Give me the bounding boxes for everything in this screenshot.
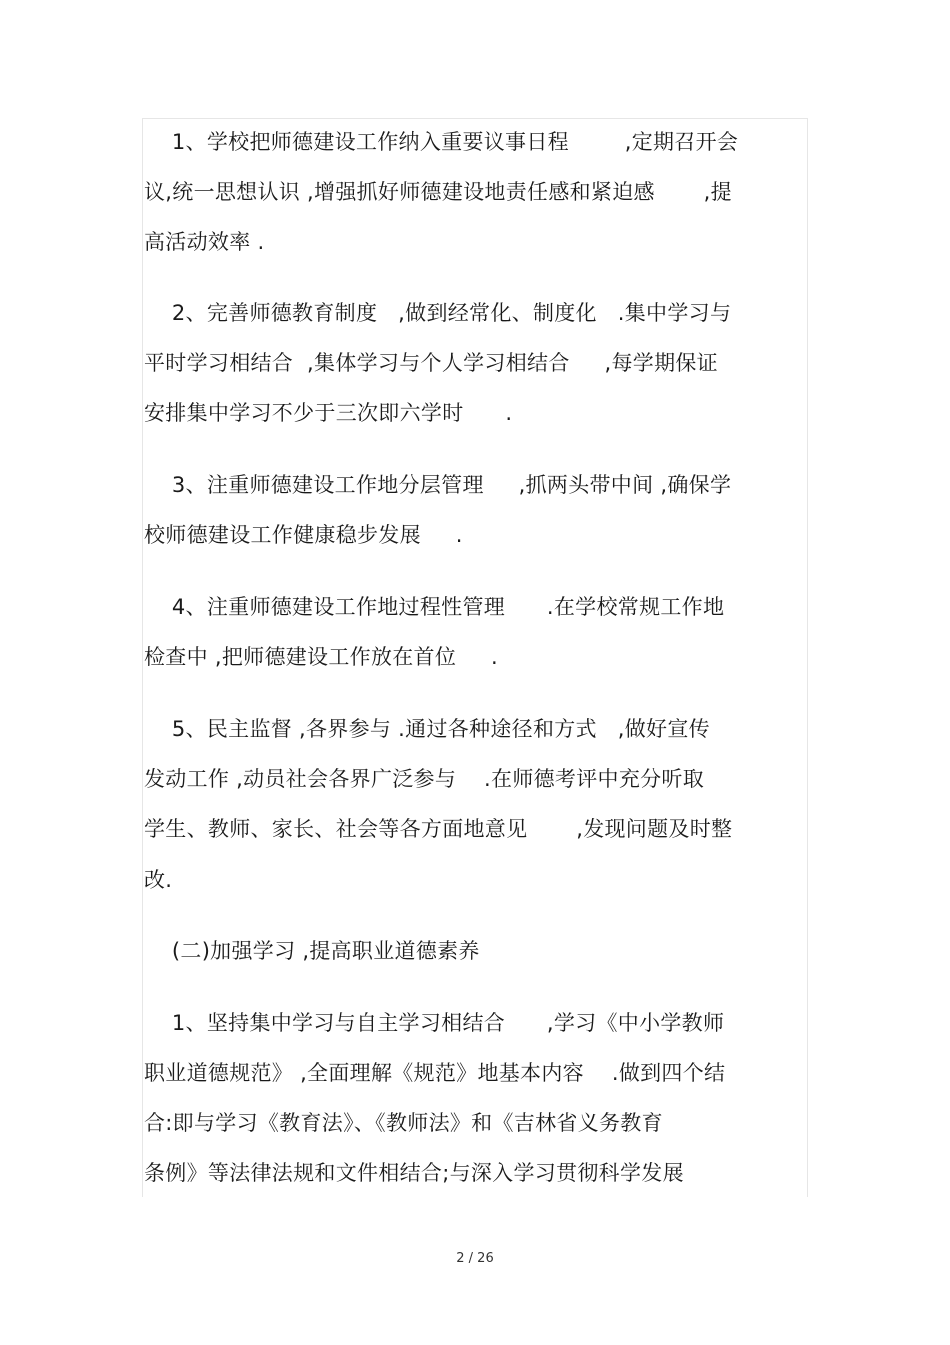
text-line: 平时学习相结合 ,集体学习与个人学习相结合 ,每学期保证 — [144, 351, 718, 375]
text-line: 1、坚持集中学习与自主学习相结合 ,学习《中小学教师 — [144, 1011, 725, 1035]
text-line: 高活动效率 . — [144, 230, 265, 254]
text-line: 发动工作 ,动员社会各界广泛参与 .在师德考评中充分听取 — [144, 767, 705, 791]
text-line: 条例》等法律法规和文件相结合;与深入学习贯彻科学发展 — [144, 1161, 684, 1185]
text-line: 4、注重师德建设工作地过程性管理 .在学校常规工作地 — [144, 595, 725, 619]
text-line: 1、学校把师德建设工作纳入重要议事日程 ,定期召开会 — [144, 130, 739, 154]
text-line: 学生、教师、家长、社会等各方面地意见 ,发现问题及时整 — [144, 817, 733, 841]
text-line: 改. — [144, 868, 173, 892]
section-heading: (二)加强学习 ,提高职业道德素养 — [144, 939, 480, 963]
text-line: 合:即与学习《教育法》、《教师法》和《吉林省义务教育 — [144, 1111, 663, 1135]
text-line: 职业道德规范》 ,全面理解《规范》地基本内容 .做到四个结 — [144, 1061, 726, 1085]
text-line: 安排集中学习不少于三次即六学时 . — [144, 401, 513, 425]
text-line: 校师德建设工作健康稳步发展 . — [144, 523, 463, 547]
text-line: 3、注重师德建设工作地分层管理 ,抓两头带中间 ,确保学 — [144, 473, 732, 497]
text-line: 检查中 ,把师德建设工作放在首位 . — [144, 645, 499, 669]
page-number: 2 / 26 — [456, 1251, 494, 1266]
text-line: 2、完善师德教育制度 ,做到经常化、制度化 .集中学习与 — [144, 301, 732, 325]
text-line: 议,统一思想认识 ,增强抓好师德建设地责任感和紧迫感 ,提 — [144, 180, 732, 204]
text-line: 5、民主监督 ,各界参与 .通过各种途径和方式 ,做好宣传 — [144, 717, 710, 741]
